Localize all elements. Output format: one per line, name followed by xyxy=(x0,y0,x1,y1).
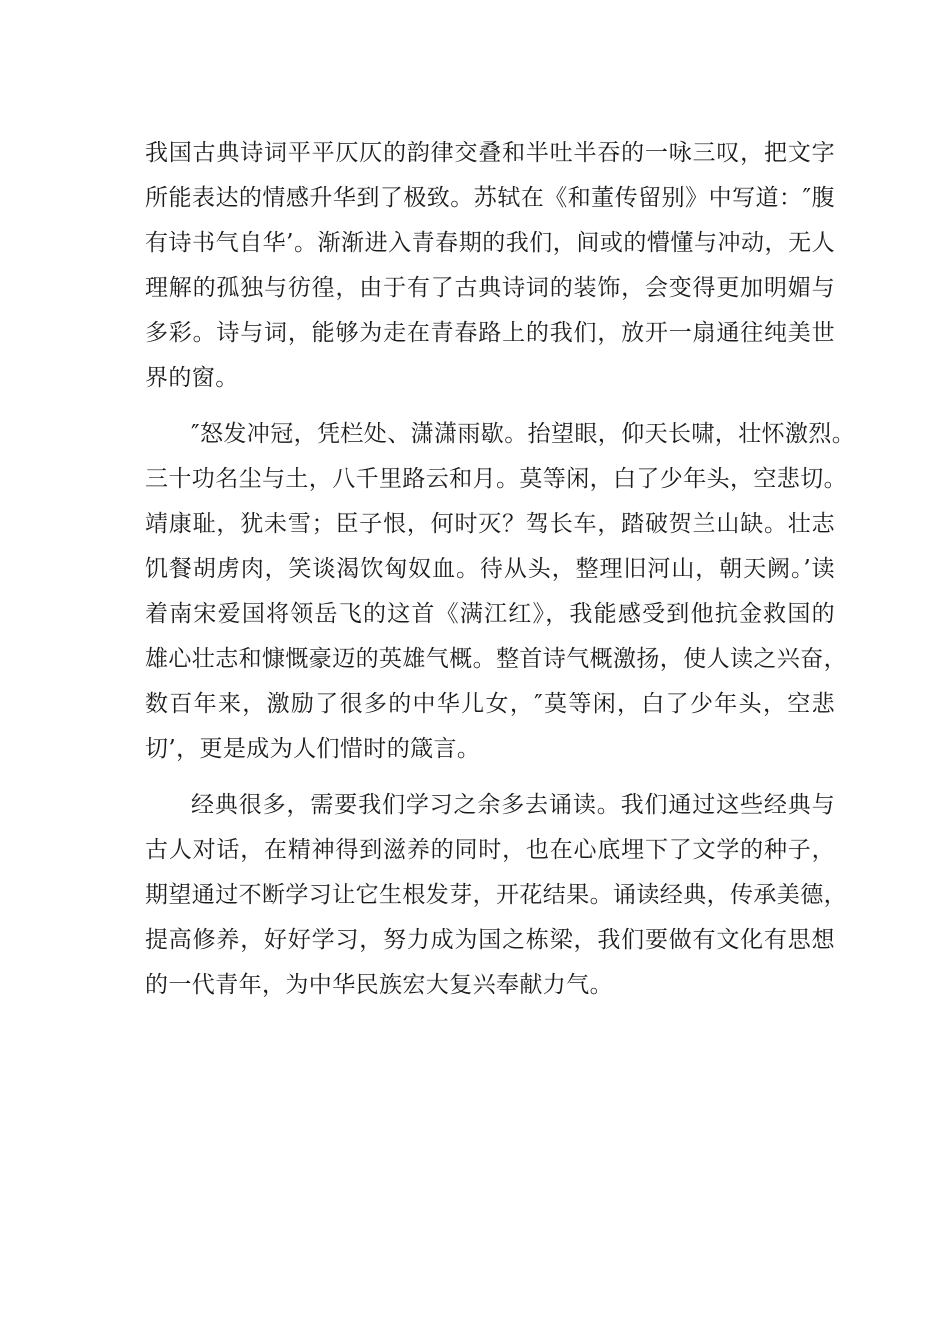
text-line: 饥餐胡虏肉，笑谈渴饮匈奴血。待从头，整理旧河山，朝天阙。’读 xyxy=(145,556,835,582)
text-line: 雄心壮志和慷慨豪迈的英雄气概。整首诗气概激扬，使人读之兴奋， xyxy=(145,646,847,672)
text-line: 的一代青年，为中华民族宏大复兴奉献力气。 xyxy=(145,972,613,998)
text-line: 所能表达的情感升华到了极致。苏轼在《和董传留别》中写道：″腹 xyxy=(145,185,835,211)
text-line: 多彩。诗与词，能够为走在青春路上的我们，放开一扇通往纯美世 xyxy=(145,320,835,346)
text-line: 三十功名尘与土，八千里路云和月。莫等闲，白了少年头，空悲切。 xyxy=(145,466,847,492)
document-body xyxy=(145,131,856,1008)
text-line: 靖康耻，犹未雪；臣子恨，何时灭？驾长车，踏破贺兰山缺。壮志 xyxy=(145,511,835,537)
paragraph-1 xyxy=(145,131,835,401)
text-line: 界的窗。 xyxy=(145,365,239,391)
paragraph-2 xyxy=(145,412,856,772)
text-line: 我国古典诗词平平仄仄的韵律交叠和半吐半吞的一咏三叹，把文字 xyxy=(145,140,835,166)
text-line: 着南宋爱国将领岳飞的这首《满江红》，我能感受到他抗金救国的 xyxy=(145,601,835,627)
text-line: 古人对话，在精神得到滋养的同时，也在心底埋下了文学的种子， xyxy=(145,837,835,863)
text-line: 期望通过不断学习让它生根发芽，开花结果。诵读经典，传承美德， xyxy=(145,882,847,908)
text-line: 理解的孤独与彷徨，由于有了古典诗词的装饰，会变得更加明媚与 xyxy=(145,275,835,301)
text-line: 数百年来，激励了很多的中华儿女，″莫等闲，白了少年头，空悲 xyxy=(145,691,835,717)
text-line: 经典很多，需要我们学习之余多去诵读。我们通过这些经典与 xyxy=(191,792,835,818)
text-line: 切’，更是成为人们惜时的箴言。 xyxy=(145,736,481,762)
paragraph-3 xyxy=(145,783,847,1008)
text-line: ″怒发冲冠，凭栏处、潇潇雨歇。抬望眼，仰天长啸，壮怀激烈。 xyxy=(191,421,856,447)
text-line: 提高修养，好好学习，努力成为国之栋梁，我们要做有文化有思想 xyxy=(145,927,835,953)
text-line: 有诗书气自华’。渐渐进入青春期的我们，间或的懵懂与冲动，无人 xyxy=(145,230,835,256)
